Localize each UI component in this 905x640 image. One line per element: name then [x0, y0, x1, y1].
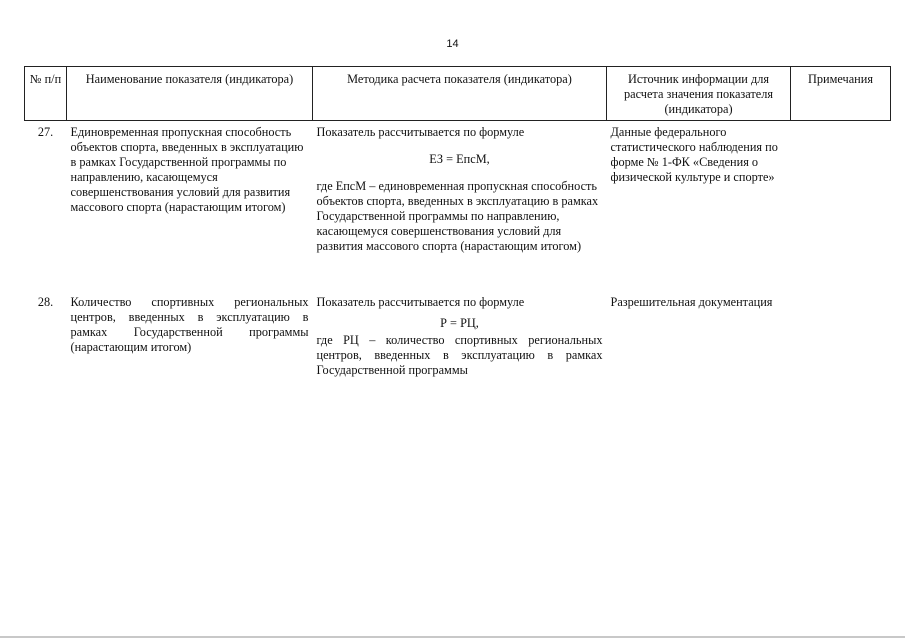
method-where: где ЕпсМ – единовременная пропускная способность объектов спорта, введенных в эксплуатацию в рамках Государственной программы по направлению, касающемуся совершенствования условий для развития массового спорта (нарастающим итогом): [316, 179, 599, 253]
row-source: Данные федерального статистического наблюдения по форме № 1-ФК «Сведения о физической культуре и спорте»: [610, 125, 778, 184]
method-where: где РЦ – количество спортивных региональных центров, введенных в эксплуатацию в рамках Государственной программы: [316, 332, 603, 377]
table-row: [25, 291, 891, 378]
method-formula: ЕЗ = ЕпсМ,: [429, 152, 490, 166]
row-name: Единовременная пропускная способность объектов спорта, введенных в эксплуатацию в рамках Государственной программы по направлению, касающемуся совершенствования условий для развития массового спорта (нарастающим итогом): [70, 125, 304, 214]
header-source: Источник информации для расчета значения показателя (индикатора): [607, 67, 791, 121]
row-num: 27.: [37, 125, 54, 139]
row-method: [313, 121, 607, 291]
row-method: [313, 291, 607, 378]
row-notes: [791, 291, 891, 378]
table-header-row: [25, 67, 891, 121]
indicators-table: [24, 66, 891, 378]
header-num: № п/п: [25, 67, 67, 121]
method-intro: Показатель рассчитывается по формуле: [316, 125, 525, 139]
row-source: Разрешительная документация: [610, 294, 773, 309]
row-num: 28.: [37, 294, 54, 309]
row-name: Количество спортивных региональных центров, введенных в эксплуатацию в рамках Государственной программы (нарастающим итогом): [70, 294, 309, 354]
table-row: [25, 121, 891, 291]
header-name: Наименование показателя (индикатора): [67, 67, 313, 121]
row-notes: [791, 121, 891, 291]
header-method: Методика расчета показателя (индикатора): [313, 67, 607, 121]
method-formula: Р = РЦ,: [440, 315, 479, 330]
method-intro: Показатель рассчитывается по формуле: [316, 294, 525, 309]
page-number: 14: [446, 38, 459, 50]
page-bottom-edge: [0, 636, 905, 638]
header-notes: Примечания: [791, 67, 891, 121]
